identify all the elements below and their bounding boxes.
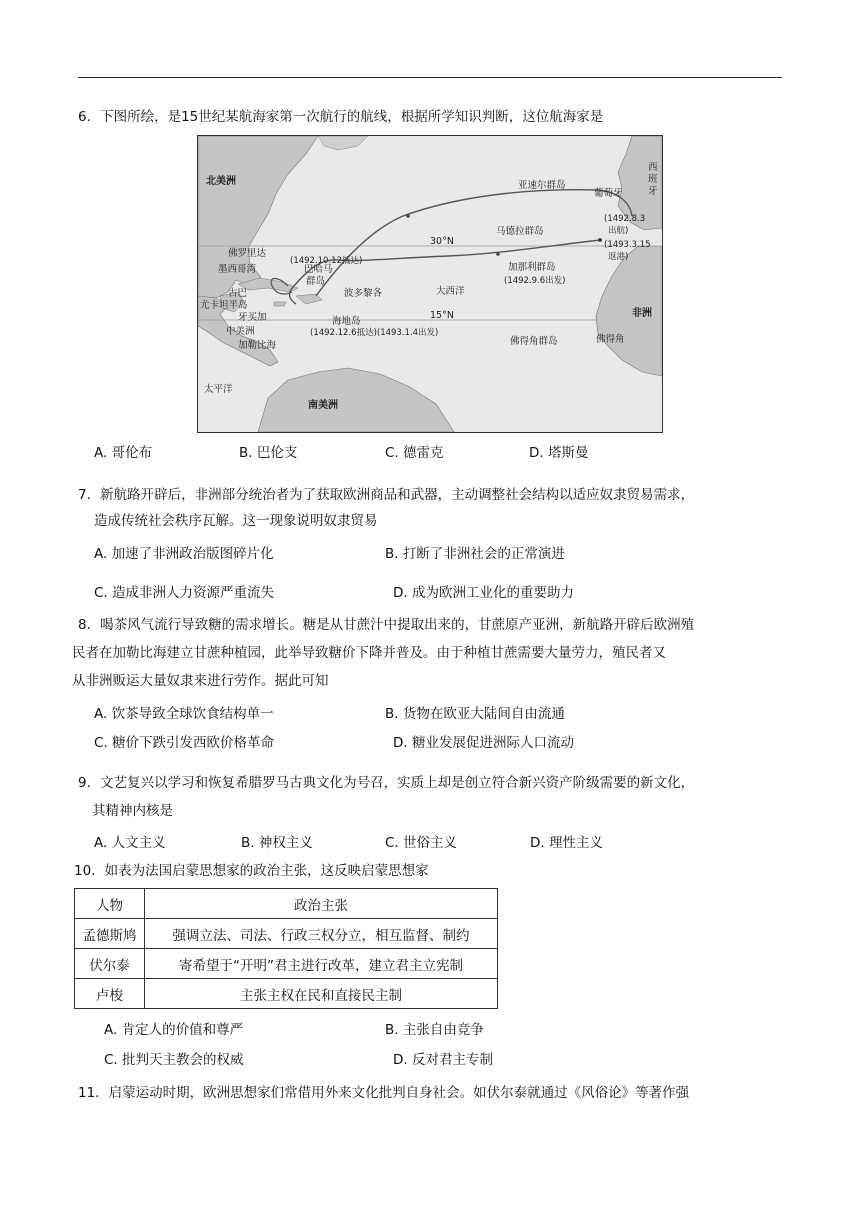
q9-option-d[interactable]: D. 理性主义 [530,835,603,851]
q7-option-b[interactable]: B. 打断了非洲社会的正常演进 [385,546,565,562]
q10-option-b[interactable]: B. 主张自由竞争 [385,1022,484,1038]
q6-stem: 6．下图所绘，是15世纪某航海家第一次航行的航线，根据所学知识判断，这位航海家是 [78,109,604,125]
q8-option-d[interactable]: D. 糖业发展促进洲际人口流动 [393,735,574,751]
q6-option-c[interactable]: C. 德雷克 [385,445,444,461]
label-lat30: 30°N [430,236,454,247]
table-row [75,979,498,1009]
label-central-america: 中美洲 [226,326,255,337]
table-row [75,919,498,949]
q8-option-c[interactable]: C. 糖价下跌引发西欧价格革命 [94,735,275,751]
label-return-date: (1493.3.15 [604,240,651,250]
label-hispaniola: 海地岛 [332,316,361,327]
table-cell-claim: 主张主权在民和直接民主制 [145,979,498,1009]
q9-option-c[interactable]: C. 世俗主义 [385,835,458,851]
q6-option-a[interactable]: A. 哥伦布 [94,445,153,461]
q10-option-c[interactable]: C. 批判天主教会的权威 [104,1052,244,1068]
label-cape-verde-islands: 佛得角群岛 [510,336,558,347]
table-cell-person: 卢梭 [75,979,145,1009]
label-gulf-mexico: 墨西哥湾 [218,264,257,275]
north-america-landmass [198,136,318,298]
label-puerto-rico: 波多黎各 [344,288,383,299]
q7-stem-line1: 7．新航路开辟后，非洲部分统治者为了获取欧洲商品和武器，主动调整社会结构以适应奴隶贸易需求， [78,487,695,503]
q7-stem-line2: 造成传统社会秩序瓦解。这一现象说明奴隶贸易 [94,513,378,529]
table-cell-claim: 寄希望于“开明”君主进行改革，建立君主立宪制 [145,949,498,979]
table-row [75,949,498,979]
label-caribbean: 加勒比海 [238,340,277,351]
q9-stem-line1: 9．文艺复兴以学习和恢复希腊罗马古典文化为号召，实质上却是创立符合新兴资产阶级需要的新文化， [78,775,695,791]
voyage-map [197,135,663,433]
north-landmass [318,136,368,150]
label-spain-3: 牙 [648,186,658,197]
label-cape-verde: 佛得角 [596,334,625,345]
label-portugal: 葡萄牙 [594,188,623,199]
label-return: 返港) [608,252,629,262]
label-south-america: 南美洲 [308,400,338,411]
africa-landmass [596,246,662,376]
q7-option-c[interactable]: C. 造成非洲人力资源严重流失 [94,585,275,601]
table-cell-person: 伏尔泰 [75,949,145,979]
q8-option-a[interactable]: A. 饮茶导致全球饮食结构单一 [94,706,274,722]
q8-stem-line1: 8．喝茶风气流行导致糖的需求增长。糖是从甘蔗汁中提取出来的，甘蔗原产亚洲，新航路开辟后欧洲殖 [78,617,695,633]
q8-stem-line3: 从非洲贩运大量奴隶来进行劳作。据此可知 [72,673,329,689]
label-canary: 加那利群岛 [508,262,556,273]
q7-option-a[interactable]: A. 加速了非洲政治版图碎片化 [94,546,274,562]
q11-stem-line1: 11．启蒙运动时期，欧洲思想家们常借用外来文化批判自身社会。如伏尔泰就通过《风俗论》等著作强 [78,1085,690,1101]
label-lat15: 15°N [430,310,454,321]
header-rule [78,77,782,78]
label-spain-1: 西 [648,162,658,173]
q9-option-b[interactable]: B. 神权主义 [241,835,313,851]
q8-option-b[interactable]: B. 货物在欧亚大陆间自由流通 [385,706,565,722]
q10-option-d[interactable]: D. 反对君主专制 [393,1052,493,1068]
label-azores: 亚速尔群岛 [518,180,566,191]
label-north-america: 北美洲 [206,176,236,187]
label-hispaniola-dates: (1492.12.6抵达)(1493.1.4出发) [310,328,439,338]
q7-option-d[interactable]: D. 成为欧洲工业化的重要助力 [393,585,574,601]
label-bahamas-2: 群岛 [306,276,326,287]
label-yucatan: 尤卡坦半岛 [200,300,248,311]
label-atlantic: 大西洋 [436,286,465,297]
table-header-row [75,889,498,919]
label-florida: 佛罗里达 [228,248,267,259]
q8-stem-line2: 民者在加勒比海建立甘蔗种植园，此举导致糖价下降并普及。由于种植甘蔗需要大量劳力，殖民者又 [72,645,666,661]
south-america-landmass [258,368,454,432]
q9-stem-line2: 其精神内核是 [92,803,173,819]
label-bahamas-1: 巴哈马 [304,264,333,275]
label-depart: 出航) [608,226,629,236]
q6-option-b[interactable]: B. 巴伦支 [239,445,298,461]
return-route [316,190,632,296]
q9-option-a[interactable]: A. 人文主义 [94,835,166,851]
label-jamaica: 牙买加 [238,312,267,323]
map-graphic [198,136,662,432]
q10-stem: 10．如表为法国启蒙思想家的政治主张，这反映启蒙思想家 [74,863,429,879]
label-spain-2: 班 [648,174,658,185]
jamaica-landmass [274,302,286,306]
table-header-cell: 人物 [75,889,145,919]
hispaniola-landmass [296,294,322,304]
label-arrive-americas: (1492.10.12抵达) [290,256,363,266]
table-cell-person: 孟德斯鸠 [75,919,145,949]
table-header-cell: 政治主张 [145,889,498,919]
label-depart-date: (1492.8.3 [604,214,646,224]
q10-option-a[interactable]: A. 肯定人的价值和尊严 [104,1022,244,1038]
table-cell-claim: 强调立法、司法、行政三权分立，相互监督、制约 [145,919,498,949]
q6-option-d[interactable]: D. 塔斯曼 [529,445,589,461]
label-africa: 非洲 [632,308,652,319]
label-cuba: 古巴 [228,288,248,299]
thinkers-table [74,888,498,1009]
label-madeira: 马德拉群岛 [496,226,544,237]
label-pacific: 太平洋 [204,384,233,395]
label-canary-depart: (1492.9.6出发) [504,276,566,286]
